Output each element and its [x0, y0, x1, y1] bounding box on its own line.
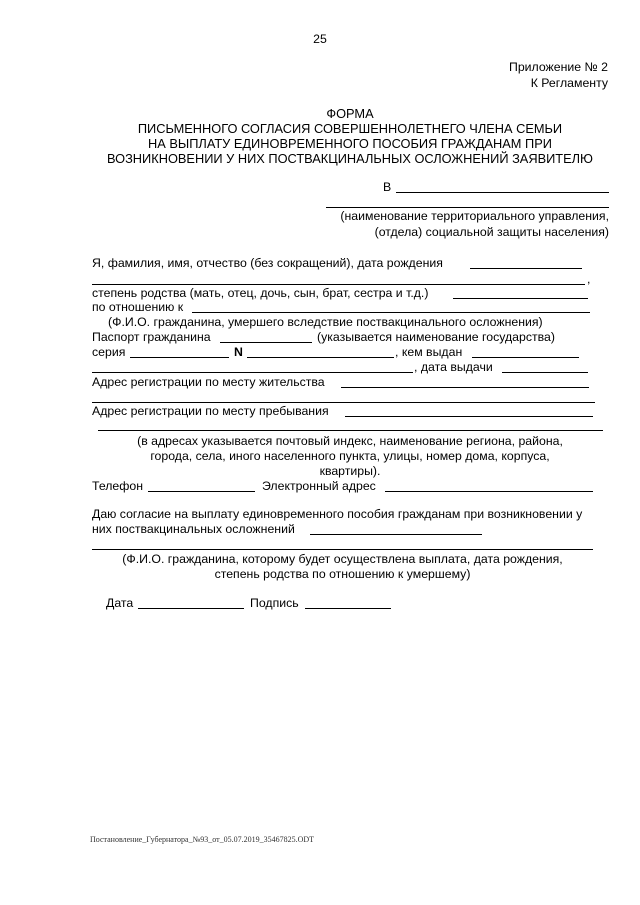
- form-title-line3: НА ВЫПЛАТУ ЕДИНОВРЕМЕННОГО ПОСОБИЯ ГРАЖДАНАМ ПРИ: [148, 136, 552, 151]
- deceased-name-field[interactable]: [192, 312, 590, 313]
- addressee-hint-line2: (отдела) социальной защиты населения): [374, 225, 609, 239]
- issued-by-field-cont[interactable]: [92, 372, 413, 373]
- series-field[interactable]: [130, 357, 229, 358]
- address-hint-line3: квартиры).: [319, 464, 381, 478]
- reg-residence-field[interactable]: [341, 387, 589, 388]
- phone-field[interactable]: [148, 491, 255, 492]
- addressee-field-line1[interactable]: [396, 192, 609, 193]
- passport-label: Паспорт гражданина: [92, 330, 211, 344]
- consent-field[interactable]: [310, 534, 482, 535]
- appendix-line2: К Регламенту: [530, 76, 608, 90]
- series-label: серия: [92, 345, 126, 359]
- comma-mark: ,: [587, 272, 591, 286]
- kinship-label: степень родства (мать, отец, дочь, сын, брат, сестра и т.д.): [92, 286, 429, 300]
- birthdate-field[interactable]: [470, 268, 582, 269]
- passport-country-field[interactable]: [220, 342, 312, 343]
- reg-stay-field[interactable]: [345, 416, 593, 417]
- intro-text: Я, фамилия, имя, отчество (без сокращений), дата рождения: [92, 256, 443, 270]
- full-name-field[interactable]: [92, 284, 585, 285]
- deceased-hint: (Ф.И.О. гражданина, умершего вследствие поствакцинального осложнения): [108, 315, 543, 329]
- passport-hint: (указывается наименование государства): [317, 330, 555, 344]
- date-label: Дата: [106, 596, 134, 610]
- relation-label: по отношению к: [92, 300, 184, 314]
- address-hint-line2: города, села, иного населенного пункта, улицы, номер дома, корпуса,: [150, 449, 550, 463]
- reg-stay-field-cont[interactable]: [98, 430, 603, 431]
- kinship-field[interactable]: [453, 298, 588, 299]
- addressee-hint-line1: (наименование территориального управления,: [340, 209, 609, 223]
- issued-by-field[interactable]: [472, 357, 579, 358]
- issue-date-label: , дата выдачи: [414, 360, 493, 374]
- issue-date-field[interactable]: [502, 372, 588, 373]
- reg-stay-label: Адрес регистрации по месту пребывания: [92, 404, 329, 418]
- addressee-prefix: В: [383, 180, 392, 194]
- form-title-line4: ВОЗНИКНОВЕНИИ У НИХ ПОСТВАКЦИНАЛЬНЫХ ОСЛОЖНЕНИЙ ЗАЯВИТЕЛЮ: [107, 151, 593, 166]
- reg-residence-label: Адрес регистрации по месту жительства: [92, 375, 325, 389]
- form-title-line2: ПИСЬМЕННОГО СОГЛАСИЯ СОВЕРШЕННОЛЕТНЕГО ЧЛЕНА СЕМЬИ: [137, 121, 563, 136]
- email-label: Электронный адрес: [262, 479, 376, 493]
- footer-filename: Постановление_Губернатора_№93_от_05.07.2019_35467825.ODT: [90, 835, 315, 844]
- form-title-line1: ФОРМА: [326, 106, 374, 121]
- number-field[interactable]: [247, 357, 394, 358]
- appendix-line1: Приложение № 2: [509, 60, 608, 74]
- signature-label: Подпись: [250, 596, 299, 610]
- phone-label: Телефон: [92, 479, 144, 493]
- address-hint-line1: (в адресах указывается почтовый индекс, наименование региона, района,: [137, 434, 563, 448]
- recipient-field[interactable]: [92, 549, 593, 550]
- reg-residence-field-cont[interactable]: [92, 402, 595, 403]
- email-field[interactable]: [385, 491, 593, 492]
- consent-line2: них поствакцинальных осложнений: [92, 522, 295, 536]
- recipient-hint-line2: степень родства по отношению к умершему): [214, 567, 471, 581]
- addressee-field-line2[interactable]: [326, 207, 609, 208]
- signature-field[interactable]: [305, 608, 391, 609]
- issued-by-label: , кем выдан: [395, 345, 463, 359]
- consent-line1: Даю согласие на выплату единовременного пособия гражданам при возникновении у: [92, 507, 583, 521]
- date-field[interactable]: [138, 608, 244, 609]
- recipient-hint-line1: (Ф.И.О. гражданина, которому будет осуществлена выплата, дата рождения,: [122, 552, 563, 566]
- number-label: N: [234, 345, 243, 359]
- page-number: 25: [313, 32, 327, 46]
